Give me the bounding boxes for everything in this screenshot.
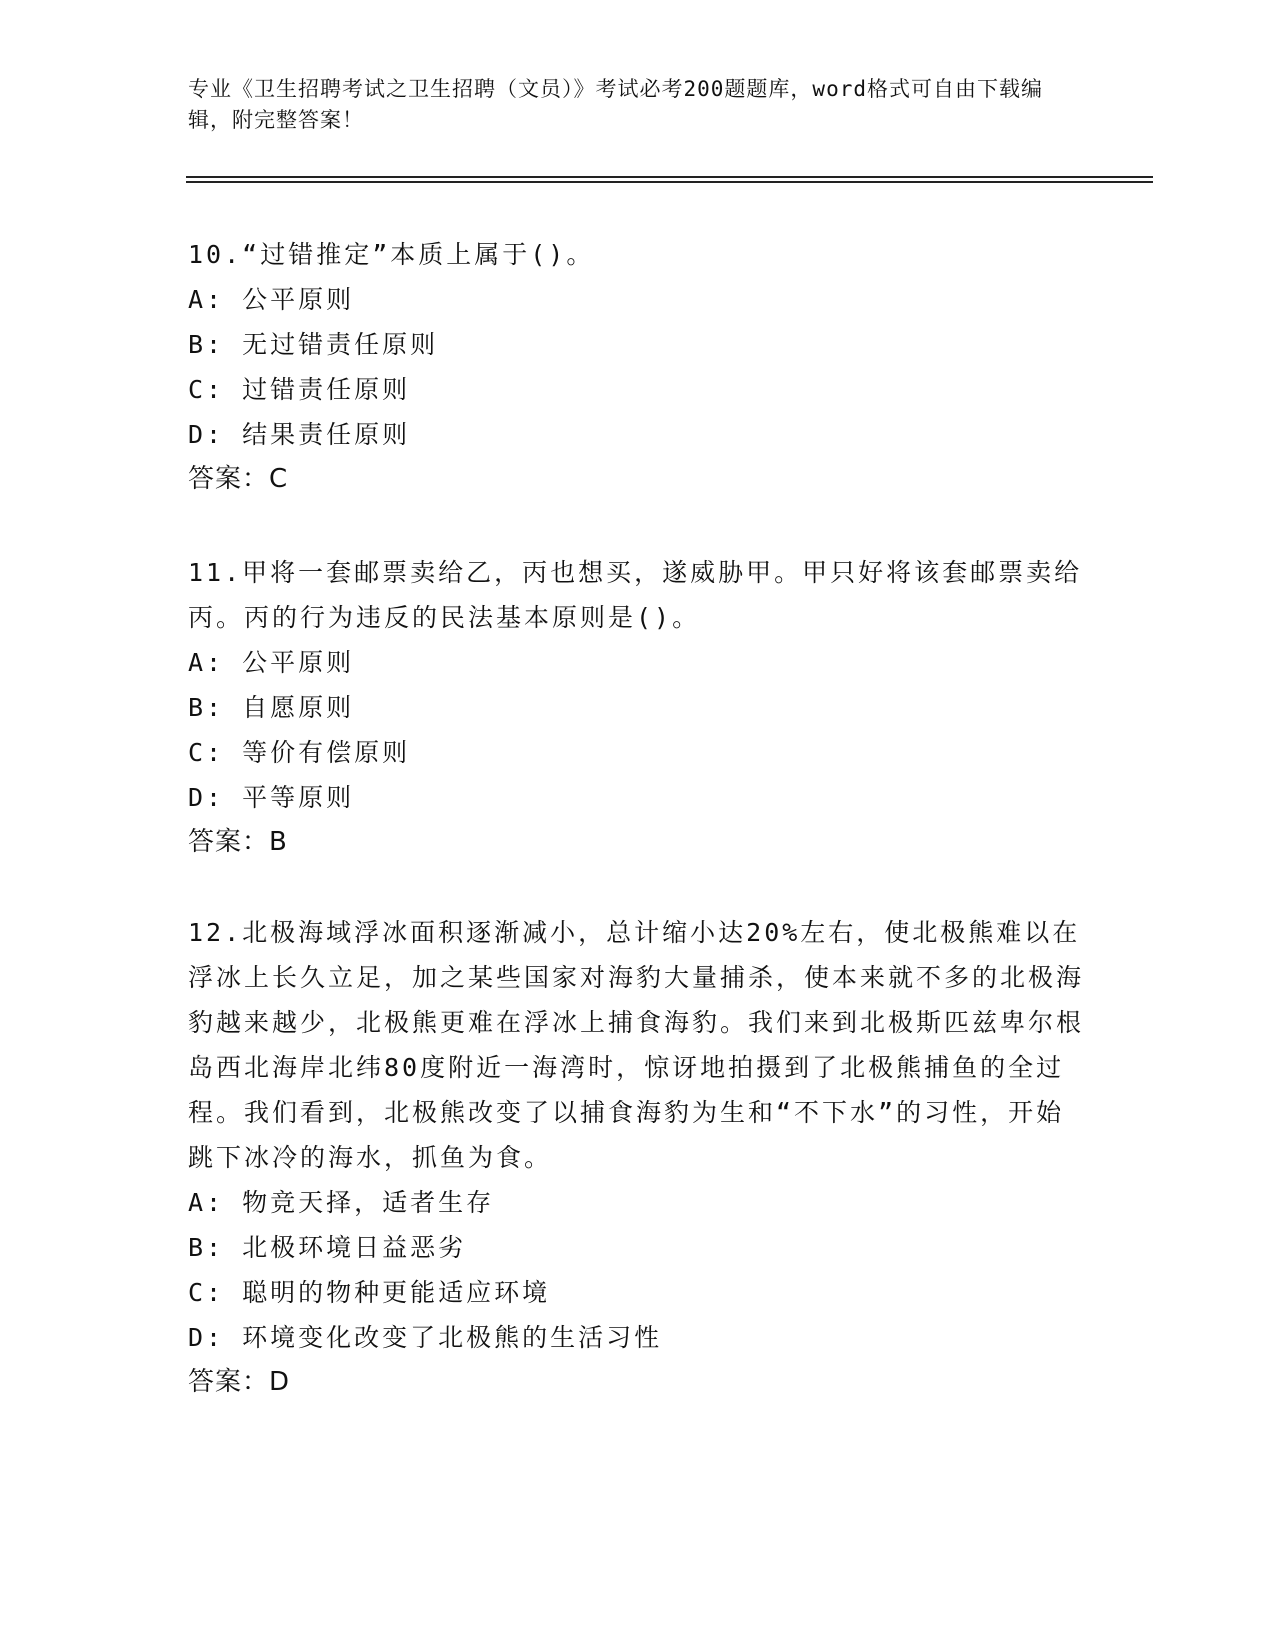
option-a: A: 公平原则	[188, 648, 355, 677]
option-a: A: 物竞天择，适者生存	[188, 1188, 495, 1217]
option-c: C: 等价有偿原则	[188, 738, 411, 767]
question-stem: 10.“过错推定”本质上属于()。	[188, 240, 595, 269]
option-c: C: 过错责任原则	[188, 375, 411, 404]
question-stem: 12.北极海域浮冰面积逐渐减小，总计缩小达20%左右，使北极熊难以在浮冰上长久立足，加之某些国家对海豹大量捕杀，使本来就不多的北极海豹越来越少，北极熊更难在浮冰上捕食海豹。我们来到北极斯匹兹卑尔根岛西北海岸北纬80度附近一海湾时，惊讶地拍摄到了北极熊捕鱼的全过程。我们看到，北极熊改变了以捕食海豹为生和“不下水”的习性，开始跳下冰冷的海水，抓鱼为食。	[188, 918, 1085, 1172]
header-divider-top	[186, 176, 1153, 178]
answer-line: 答案：C	[188, 464, 289, 494]
question-10	[188, 232, 1088, 502]
option-d: D: 环境变化改变了北极熊的生活习性	[188, 1323, 663, 1352]
option-c: C: 聪明的物种更能适应环境	[188, 1278, 551, 1307]
option-d: D: 结果责任原则	[188, 420, 411, 449]
answer-line: 答案：B	[188, 827, 288, 857]
option-b: B: 无过错责任原则	[188, 330, 439, 359]
option-b: B: 北极环境日益恶劣	[188, 1233, 467, 1262]
question-11	[188, 550, 1088, 865]
header-divider-bottom	[186, 181, 1153, 183]
question-stem: 11.甲将一套邮票卖给乙，丙也想买，遂威胁甲。甲只好将该套邮票卖给丙。丙的行为违反的民法基本原则是()。	[188, 558, 1083, 632]
answer-line: 答案：D	[188, 1367, 291, 1397]
option-a: A: 公平原则	[188, 285, 355, 314]
option-b: B: 自愿原则	[188, 693, 355, 722]
question-12	[188, 910, 1088, 1405]
document-header: 专业《卫生招聘考试之卫生招聘（文员）》考试必考200题题库，word格式可自由下载编辑，附完整答案！	[188, 77, 1043, 132]
option-d: D: 平等原则	[188, 783, 355, 812]
